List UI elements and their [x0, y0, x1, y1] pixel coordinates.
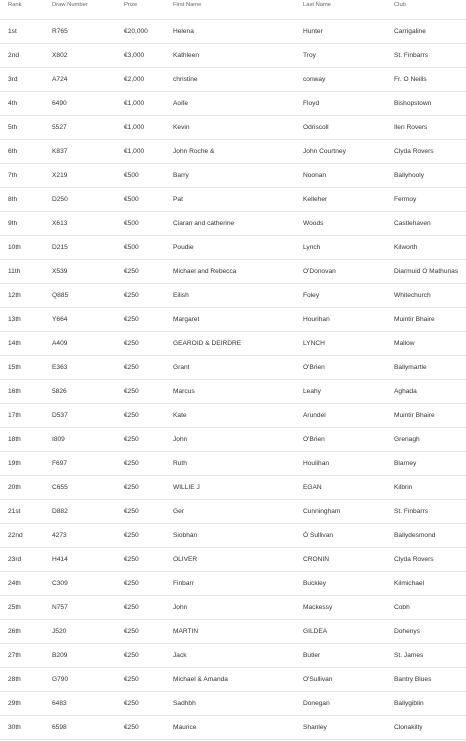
table-row	[0, 500, 466, 524]
cell-prize: €250	[124, 460, 139, 467]
cell-rank: 16th	[8, 388, 21, 395]
header-last-name: Last Name	[303, 2, 332, 8]
cell-first-name: Barry	[173, 172, 189, 179]
table-row	[0, 284, 466, 308]
table-row	[0, 644, 466, 668]
cell-last-name: Hourihan	[303, 316, 330, 323]
cell-prize: €250	[124, 268, 139, 275]
cell-first-name: Ger	[173, 508, 184, 515]
cell-rank: 27th	[8, 652, 21, 659]
cell-last-name: GILDEA	[303, 628, 328, 635]
cell-draw-number: Y664	[52, 316, 68, 323]
table-row	[0, 164, 466, 188]
cell-club: Ballydesmond	[394, 532, 436, 539]
cell-rank: 5th	[8, 124, 18, 131]
cell-rank: 14th	[8, 340, 21, 347]
table-row	[0, 716, 466, 740]
table-row	[0, 68, 466, 92]
table-row	[0, 572, 466, 596]
cell-rank: 23rd	[8, 556, 22, 563]
table-row	[0, 452, 466, 476]
cell-club: Castlehaven	[394, 220, 431, 227]
cell-draw-number: 6598	[52, 724, 67, 731]
table-row	[0, 44, 466, 68]
cell-draw-number: X219	[52, 172, 68, 179]
cell-first-name: Maurice	[173, 724, 197, 731]
cell-draw-number: N757	[52, 604, 68, 611]
table-row	[0, 596, 466, 620]
cell-prize: €250	[124, 340, 139, 347]
cell-prize: €1,000	[124, 124, 145, 131]
cell-prize: €250	[124, 388, 139, 395]
cell-rank: 30th	[8, 724, 21, 731]
cell-draw-number: C309	[52, 580, 68, 587]
cell-last-name: Butler	[303, 652, 321, 659]
cell-club: Fr. O Neills	[394, 76, 427, 83]
cell-rank: 18th	[8, 436, 21, 443]
cell-prize: €250	[124, 628, 139, 635]
cell-last-name: CRONIN	[303, 556, 330, 563]
cell-last-name: Hunter	[303, 28, 323, 35]
cell-rank: 4th	[8, 100, 18, 107]
cell-first-name: Helena	[173, 28, 194, 35]
cell-draw-number: D250	[52, 196, 68, 203]
cell-rank: 10th	[8, 244, 21, 251]
cell-last-name: Lynch	[303, 244, 321, 251]
cell-draw-number: D537	[52, 412, 68, 419]
cell-club: St. James	[394, 652, 424, 659]
cell-draw-number: I809	[52, 436, 65, 443]
cell-first-name: Finbarr	[173, 580, 194, 587]
cell-draw-number: X802	[52, 52, 68, 59]
table-row	[0, 188, 466, 212]
cell-draw-number: E363	[52, 364, 68, 371]
cell-club: Bishopstown	[394, 100, 432, 107]
table-row	[0, 524, 466, 548]
cell-first-name: Grant	[173, 364, 190, 371]
cell-last-name: Floyd	[303, 100, 320, 107]
cell-first-name: John Roche &	[173, 148, 215, 155]
cell-club: Carrigaline	[394, 28, 426, 35]
table-body	[0, 20, 466, 740]
cell-rank: 8th	[8, 196, 18, 203]
cell-club: Ilen Rovers	[394, 124, 428, 131]
cell-rank: 21st	[8, 508, 21, 515]
cell-club: Kilworth	[394, 244, 418, 251]
cell-first-name: Kate	[173, 412, 187, 419]
cell-draw-number: 4273	[52, 532, 67, 539]
cell-prize: €1,000	[124, 148, 145, 155]
cell-last-name: Cunningham	[303, 508, 341, 515]
table-row	[0, 620, 466, 644]
cell-first-name: GEAROID & DEIRDRE	[173, 340, 242, 347]
cell-first-name: Poudie	[173, 244, 194, 251]
cell-draw-number: D882	[52, 508, 68, 515]
table-row	[0, 140, 466, 164]
cell-first-name: Siobhán	[173, 532, 198, 539]
table-row	[0, 692, 466, 716]
cell-draw-number: 5527	[52, 124, 67, 131]
cell-club: Cobh	[394, 604, 410, 611]
cell-rank: 9th	[8, 220, 18, 227]
cell-club: Grenagh	[394, 436, 420, 443]
cell-rank: 24th	[8, 580, 21, 587]
table-row	[0, 356, 466, 380]
cell-club: Kilbrin	[394, 484, 413, 491]
cell-first-name: Michael and Rebecca	[173, 268, 237, 275]
table-row	[0, 212, 466, 236]
cell-last-name: Foley	[303, 292, 320, 299]
table-row	[0, 260, 466, 284]
cell-last-name: O'Sullivan	[303, 676, 333, 683]
cell-last-name: Kelleher	[303, 196, 328, 203]
cell-prize: €250	[124, 700, 139, 707]
cell-first-name: Ciaran and catherine	[173, 220, 235, 227]
cell-prize: €250	[124, 364, 139, 371]
cell-club: Clonakilty	[394, 724, 423, 731]
cell-first-name: Ruth	[173, 460, 187, 467]
cell-prize: €250	[124, 604, 139, 611]
cell-prize: €2,000	[124, 76, 145, 83]
cell-first-name: Aoife	[173, 100, 189, 107]
cell-last-name: O'Brien	[303, 364, 325, 371]
cell-prize: €500	[124, 196, 139, 203]
cell-draw-number: K837	[52, 148, 68, 155]
cell-rank: 3rd	[8, 76, 18, 83]
cell-prize: €250	[124, 676, 139, 683]
cell-draw-number: F697	[52, 460, 68, 467]
table-row	[0, 116, 466, 140]
table-row	[0, 428, 466, 452]
cell-rank: 29th	[8, 700, 21, 707]
cell-club: Kilmichael	[394, 580, 425, 587]
table-row	[0, 236, 466, 260]
cell-rank: 11th	[8, 268, 21, 275]
cell-last-name: Buckley	[303, 580, 327, 587]
cell-prize: €250	[124, 556, 139, 563]
cell-prize: €250	[124, 484, 139, 491]
cell-last-name: Mackessy	[303, 604, 333, 611]
table-row	[0, 20, 466, 44]
cell-first-name: WILLIE J	[173, 484, 200, 491]
cell-draw-number: A724	[52, 76, 68, 83]
cell-club: Clyda Rovers	[394, 148, 434, 155]
cell-last-name: EGAN	[303, 484, 322, 491]
cell-club: Fermoy	[394, 196, 417, 203]
header-rank: Rank	[8, 2, 22, 8]
cell-prize: €250	[124, 580, 139, 587]
cell-draw-number: 6490	[52, 100, 67, 107]
cell-club: Muintir Bhaire	[394, 316, 435, 323]
cell-club: Bantry Blues	[394, 676, 432, 683]
cell-prize: €250	[124, 316, 139, 323]
table-row	[0, 332, 466, 356]
cell-first-name: Margaret	[173, 316, 200, 323]
cell-last-name: Odriscoll	[303, 124, 329, 131]
cell-club: Aghada	[394, 388, 417, 395]
cell-draw-number: J520	[52, 628, 67, 635]
cell-prize: €500	[124, 220, 139, 227]
cell-first-name: Eilish	[173, 292, 189, 299]
cell-rank: 19th	[8, 460, 21, 467]
cell-draw-number: X613	[52, 220, 68, 227]
cell-club: Dohenys	[394, 628, 421, 635]
cell-rank: 25th	[8, 604, 21, 611]
cell-prize: €20,000	[124, 28, 148, 35]
cell-last-name: Donegan	[303, 700, 330, 707]
cell-first-name: Sadhbh	[173, 700, 196, 707]
cell-draw-number: 5826	[52, 388, 67, 395]
cell-prize: €500	[124, 172, 139, 179]
cell-prize: €1,000	[124, 100, 145, 107]
header-club: Club	[394, 2, 406, 8]
header-draw-number: Draw Number	[52, 2, 88, 8]
cell-rank: 12th	[8, 292, 21, 299]
cell-last-name: Leahy	[303, 388, 321, 395]
table-row	[0, 380, 466, 404]
cell-draw-number: R765	[52, 28, 68, 35]
cell-rank: 2nd	[8, 52, 20, 59]
cell-draw-number: 6483	[52, 700, 67, 707]
cell-last-name: Noonan	[303, 172, 327, 179]
cell-last-name: O'Donovan	[303, 268, 336, 275]
cell-last-name: Woods	[303, 220, 324, 227]
table-row	[0, 476, 466, 500]
cell-last-name: LYNCH	[303, 340, 325, 347]
cell-last-name: Arundel	[303, 412, 326, 419]
cell-prize: €250	[124, 652, 139, 659]
cell-rank: 28th	[8, 676, 21, 683]
cell-prize: €250	[124, 724, 139, 731]
cell-first-name: John	[173, 604, 188, 611]
cell-last-name: O'Brien	[303, 436, 325, 443]
cell-club: Ballyhooly	[394, 172, 425, 179]
cell-prize: €250	[124, 436, 139, 443]
cell-first-name: Pat	[173, 196, 183, 203]
table-row	[0, 548, 466, 572]
cell-club: St. Finbarrs	[394, 52, 429, 59]
cell-club: Blarney	[394, 460, 417, 467]
cell-first-name: John	[173, 436, 188, 443]
cell-last-name: Troy	[303, 52, 316, 59]
cell-draw-number: Q885	[52, 292, 69, 299]
cell-rank: 26th	[8, 628, 21, 635]
cell-first-name: MARTIN	[173, 628, 199, 635]
table-header-row	[0, 0, 466, 20]
cell-rank: 6th	[8, 148, 18, 155]
cell-first-name: OLIVER	[173, 556, 198, 563]
table-row	[0, 404, 466, 428]
cell-draw-number: G790	[52, 676, 69, 683]
cell-draw-number: A409	[52, 340, 68, 347]
table-row	[0, 308, 466, 332]
cell-draw-number: X539	[52, 268, 68, 275]
cell-draw-number: C655	[52, 484, 68, 491]
cell-prize: €3,000	[124, 52, 145, 59]
cell-club: Ballygiblin	[394, 700, 424, 707]
cell-club: Ballymartle	[394, 364, 427, 371]
cell-first-name: Michael & Amanda	[173, 676, 228, 683]
cell-last-name: conway	[303, 76, 326, 83]
cell-rank: 7th	[8, 172, 18, 179]
cell-club: Diarmuid O Mathunas	[394, 268, 459, 275]
cell-first-name: Jack	[173, 652, 187, 659]
table-row	[0, 668, 466, 692]
cell-club: Clyda Rovers	[394, 556, 434, 563]
cell-club: St. Finbarrs	[394, 508, 429, 515]
cell-last-name: Ó Sullivan	[303, 532, 334, 539]
cell-rank: 22nd	[8, 532, 23, 539]
cell-prize: €250	[124, 292, 139, 299]
cell-first-name: Marcus	[173, 388, 195, 395]
cell-prize: €500	[124, 244, 139, 251]
header-first-name: First Name	[173, 2, 202, 8]
cell-last-name: John Courtney	[303, 148, 346, 155]
cell-rank: 13th	[8, 316, 21, 323]
cell-last-name: Houlihan	[303, 460, 330, 467]
cell-first-name: christine	[173, 76, 198, 83]
cell-club: Muintir Bhaire	[394, 412, 435, 419]
cell-last-name: Shanley	[303, 724, 327, 731]
cell-rank: 1st	[8, 28, 17, 35]
cell-rank: 20th	[8, 484, 21, 491]
cell-first-name: Kathleen	[173, 52, 200, 59]
cell-prize: €250	[124, 412, 139, 419]
cell-draw-number: B209	[52, 652, 68, 659]
cell-draw-number: H414	[52, 556, 68, 563]
cell-club: Whitechurch	[394, 292, 431, 299]
cell-prize: €250	[124, 508, 139, 515]
cell-rank: 17th	[8, 412, 21, 419]
header-prize: Prize	[124, 2, 138, 8]
cell-first-name: Kevin	[173, 124, 190, 131]
table-row	[0, 92, 466, 116]
cell-draw-number: D215	[52, 244, 68, 251]
cell-club: Mallow	[394, 340, 415, 347]
cell-prize: €250	[124, 532, 139, 539]
cell-rank: 15th	[8, 364, 21, 371]
